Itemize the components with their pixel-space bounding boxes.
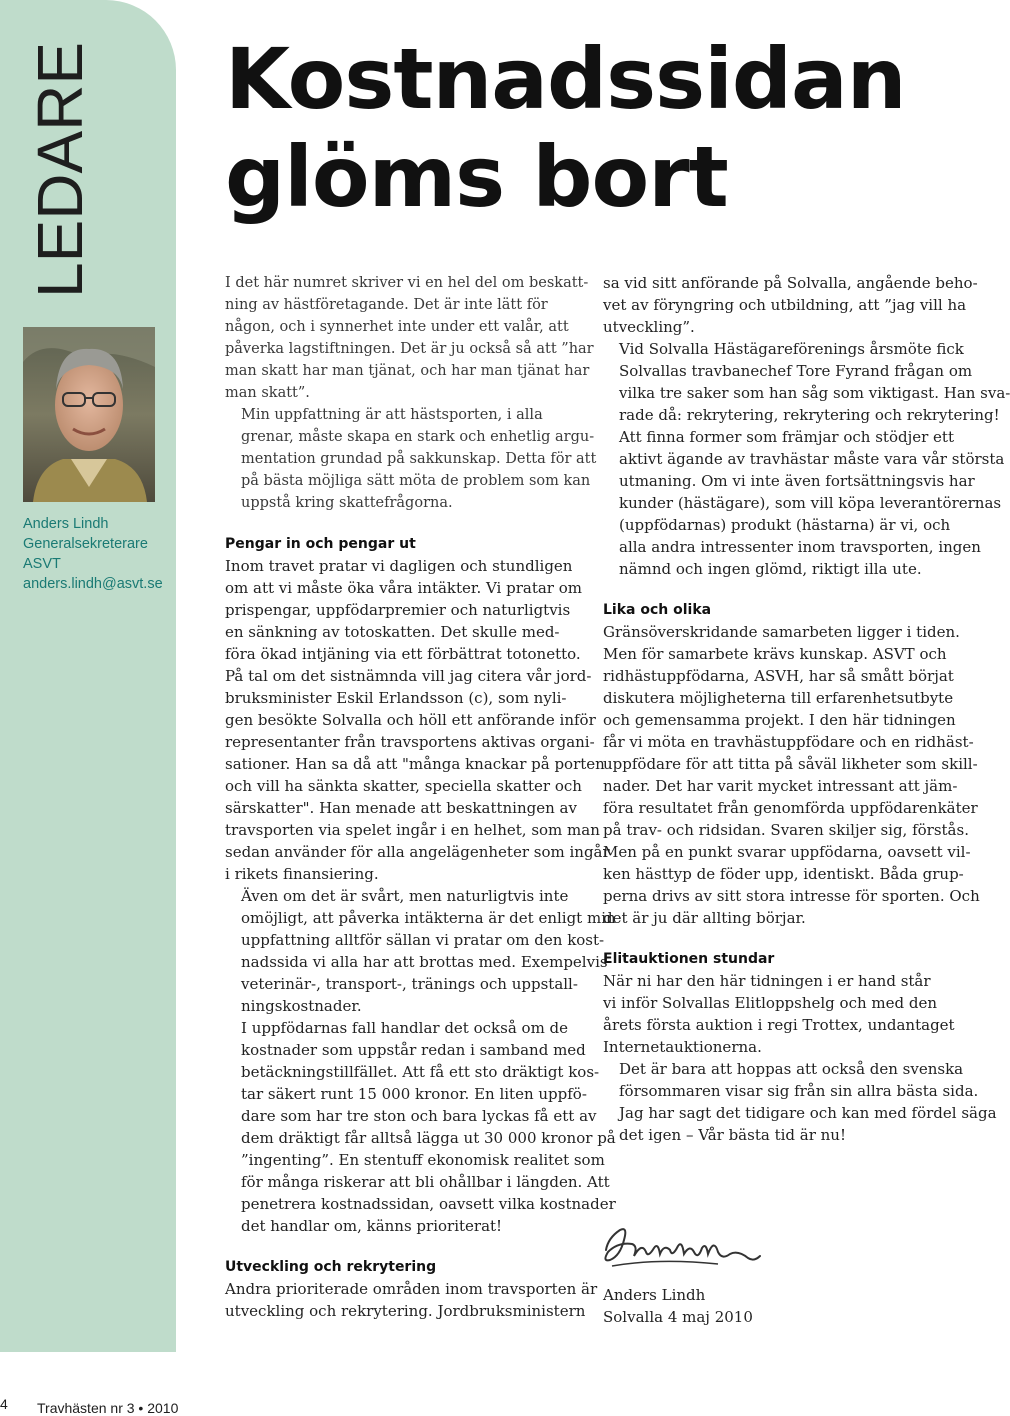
text-line: föra resultatet från genomförda uppfödarenkäter (603, 799, 978, 817)
text-line: gen besökte Solvalla och höll ett anförande inför (225, 711, 596, 729)
text-line: om att vi måste öka våra intäkter. Vi pratar om (225, 579, 582, 597)
author-title: Generalsekreterare (23, 536, 148, 552)
text-line: veterinär-, transport-, tränings och uppstall- (241, 975, 578, 993)
text-line: Andra prioriterade områden inom travsporten är (225, 1280, 598, 1298)
text-line: travsporten via spelet ingår i en helhet, som man (225, 821, 600, 839)
body-paragraph-4 (225, 1278, 598, 1322)
lead-paragraph-2 (225, 404, 597, 514)
text-line: penetrera kostnadssidan, oavsett vilka kostnader (241, 1195, 616, 1213)
text-line: det handlar om, känns prioriterat! (241, 1217, 503, 1235)
text-line: vet av föryngring och utbildning, att ”jag vill ha (603, 296, 967, 314)
text-line: I uppfödarnas fall handlar det också om de (241, 1019, 569, 1037)
text-line: omöjligt, att påverka intäkterna är det enligt min (241, 909, 616, 927)
col2-paragraph-1 (603, 272, 978, 338)
text-line: man skatt”. (225, 385, 310, 401)
text-line: uppstå kring skattefrågorna. (241, 495, 453, 511)
text-line: någon, och i synnerhet inte under ett valår, att (225, 319, 569, 335)
text-line: försommaren visar sig från sin allra bästa sida. (619, 1082, 979, 1100)
text-line: grenar, måste skapa en stark och enhetlig argu- (241, 429, 595, 445)
text-line: Men för samarbete krävs kunskap. ASVT och (603, 645, 947, 663)
text-line: på bästa möjliga sätt möta de problem som kan (241, 473, 591, 489)
text-line: en sänkning av totoskatten. Det skulle med- (225, 623, 560, 641)
col2-paragraph-3 (603, 426, 1005, 580)
text-line: På tal om det sistnämnda vill jag citera vår jord- (225, 667, 592, 685)
text-line: ken hästtyp de föder upp, identiskt. Båda grup- (603, 865, 964, 883)
text-line: I det här numret skriver vi en hel del om beskatt- (225, 275, 589, 291)
text-line: representanter från travsportens aktivas organi- (225, 733, 595, 751)
text-line: utmaning. Om vi inte även fortsättningsvis har (619, 472, 975, 490)
text-line: ”ingenting”. En stentuff ekonomisk realitet som (241, 1151, 605, 1169)
subhead-pengar: Pengar in och pengar ut (225, 536, 416, 552)
handwritten-signature (598, 1208, 768, 1278)
text-line: uppfattning alltför sällan vi pratar om den kost- (241, 931, 605, 949)
text-line: sationer. Han sa då att "många knackar på porten (225, 755, 605, 773)
body-paragraph-1 (225, 555, 610, 885)
subhead-lika: Lika och olika (603, 602, 712, 618)
text-line: vilka tre saker som han såg som viktigast. Han sva- (619, 384, 1010, 402)
text-line: på trav- och ridsidan. Svaren skiljer sig, förstås. (603, 821, 969, 839)
text-line: Min uppfattning är att hästsporten, i alla (241, 407, 543, 423)
body-paragraph-2 (225, 885, 616, 1017)
text-line: bruksminister Eskil Erlandsson (c), som nyli- (225, 689, 567, 707)
text-line: utveckling”. (603, 318, 695, 336)
text-line: i rikets finansiering. (225, 865, 379, 883)
text-line: Att finna former som främjar och stödjer ett (619, 428, 954, 446)
text-line: Jag har sagt det tidigare och kan med fördel säga (619, 1104, 997, 1122)
text-line: Internetauktionerna. (603, 1038, 762, 1056)
text-line: Det är bara att hoppas att också den svenska (619, 1060, 964, 1078)
text-line: aktivt ägande av travhästar måste vara vår största (619, 450, 1005, 468)
headline-line-1: Kostnadssidan (225, 30, 906, 128)
text-line: ningskostnader. (241, 997, 362, 1015)
text-line: När ni har den här tidningen i er hand står (603, 972, 931, 990)
article-column-2 (603, 272, 1010, 1146)
text-line: Även om det är svårt, men naturligtvis inte (241, 887, 569, 905)
text-line: och vill ha sänkta skatter, speciella skatter och (225, 777, 582, 795)
text-line: föra ökad intjäning via ett förbättrat totonetto. (225, 645, 581, 663)
text-line: det igen – Vår bästa tid är nu! (619, 1126, 846, 1144)
text-line: vi inför Solvallas Elitloppshelg och med den (603, 994, 938, 1012)
text-line: nadssida vi alla har att brottas med. Exempelvis (241, 953, 608, 971)
author-org: ASVT (23, 556, 61, 572)
text-line: Vid Solvalla Hästägareförenings årsmöte fick (619, 340, 964, 358)
body-paragraph-3 (225, 1017, 616, 1237)
text-line: nämnd och ingen glömd, riktigt illa ute. (619, 560, 922, 578)
col2-paragraph-5 (603, 970, 960, 1058)
text-line: uppfödare för att titta på såväl likheter som skill- (603, 755, 978, 773)
text-line: sa vid sitt anförande på Solvalla, angående beho- (603, 274, 978, 292)
author-email[interactable]: anders.lindh@asvt.se (23, 576, 163, 592)
text-line: Men på en punkt svarar uppfödarna, oavsett vil- (603, 843, 971, 861)
sign-off (603, 1284, 753, 1328)
text-line: alla andra intressenter inom travsporten, ingen (619, 538, 981, 556)
sign-name: Anders Lindh (603, 1286, 706, 1304)
text-line: dem dräktigt får alltså lägga ut 30 000 kronor på (241, 1129, 616, 1147)
col2-paragraph-4 (603, 621, 980, 929)
text-line: mentation grundad på sakkunskap. Detta för att (241, 451, 597, 467)
text-line: utveckling och rekrytering. Jordbruksministern (225, 1302, 586, 1320)
subhead-elitauktionen: Elitauktionen stundar (603, 951, 775, 967)
text-line: särskatter". Han menade att beskattningen av (225, 799, 577, 817)
text-line: för många riskerar att bli ohållbar i längden. Att (241, 1173, 610, 1191)
author-portrait (23, 327, 155, 502)
text-line: prispengar, uppfödarpremier och naturligtvis (225, 601, 571, 619)
col2-paragraph-2 (603, 338, 1010, 426)
text-line: påverka lagstiftningen. Det är ju också så att ”har (225, 341, 594, 357)
page-number: 4 (0, 1396, 8, 1412)
text-line: tar säkert runt 15 000 kronor. En liten uppfö- (241, 1085, 587, 1103)
text-line: Gränsöverskridande samarbeten ligger i tiden. (603, 623, 960, 641)
section-label: LEDARE (24, 41, 96, 298)
article-column-1 (225, 272, 616, 1322)
text-line: dare som har tre ston och bara lyckas få ett av (241, 1107, 597, 1125)
text-line: perna drivs av sitt stora intresse för sporten. Och (603, 887, 980, 905)
sign-place-date: Solvalla 4 maj 2010 (603, 1308, 753, 1326)
subhead-utveckling: Utveckling och rekrytering (225, 1259, 437, 1275)
text-line: får vi möta en travhästuppfödare och en ridhäst- (603, 733, 974, 751)
text-line: betäckningstillfället. Att få ett sto dräktigt kos- (241, 1063, 600, 1081)
text-line: nader. Det har varit mycket intressant att jäm- (603, 777, 958, 795)
magazine-issue: Travhästen nr 3 • 2010 (37, 1400, 179, 1416)
headline-line-2: glöms bort (225, 128, 728, 226)
lead-paragraph-1 (225, 272, 594, 404)
text-line: Solvallas travbanechef Tore Fyrand frågan om (619, 362, 973, 380)
text-line: Inom travet pratar vi dagligen och stundligen (225, 557, 573, 575)
text-line: sedan använder för alla angelägenheter som ingår (225, 843, 610, 861)
text-line: det är ju där allting börjar. (603, 909, 806, 927)
col2-paragraph-6 (603, 1058, 997, 1146)
text-line: (uppfödarnas) produkt (hästarna) är vi, och (619, 516, 951, 534)
text-line: och gemensamma projekt. I den här tidningen (603, 711, 956, 729)
text-line: rade då: rekrytering, rekrytering och rekrytering! (619, 406, 1000, 424)
text-line: ning av hästföretagande. Det är inte lätt för (225, 297, 548, 313)
sidebar-panel (0, 0, 176, 1352)
text-line: diskutera möjligheterna till erfarenhetsutbyte (603, 689, 954, 707)
headline (225, 30, 906, 226)
text-line: man skatt har man tjänat, och har man tjänat har (225, 363, 590, 379)
text-line: kostnader som uppstår redan i samband med (241, 1041, 586, 1059)
author-name: Anders Lindh (23, 516, 109, 532)
text-line: kunder (hästägare), som vill köpa leverantörernas (619, 494, 1002, 512)
author-info (23, 514, 173, 594)
text-line: årets första auktion i regi Trottex, undantaget (603, 1016, 955, 1034)
text-line: ridhästuppfödarna, ASVH, har så smått börjat (603, 667, 954, 685)
